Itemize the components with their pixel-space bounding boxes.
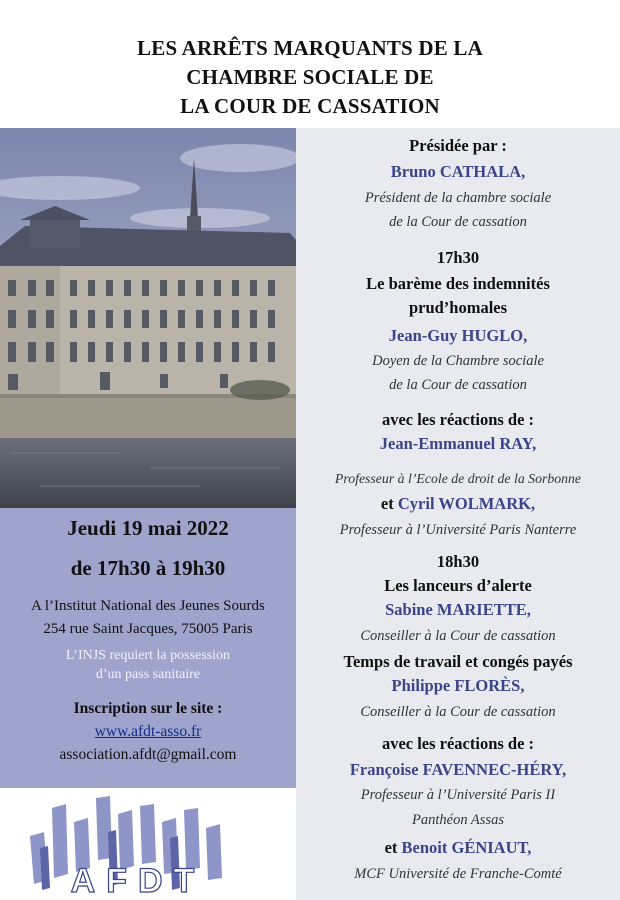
session2-reactor-2: Benoit GÉNIAUT, <box>401 838 532 857</box>
afdt-logo-text: AFDT <box>70 862 206 900</box>
signup-label: Inscription sur le site : <box>73 700 223 717</box>
building-photo <box>0 128 296 508</box>
session2-reactor-1: Françoise FAVENNEC-HÉRY, <box>349 760 567 779</box>
session1-reactions-label: avec les réactions de : <box>381 410 535 429</box>
poster-title <box>0 34 620 121</box>
program-panel <box>296 128 620 900</box>
title-line-1: LES ARRÊTS MARQUANTS DE LA <box>137 36 483 60</box>
session1-reactor-2: Cyril WOLMARK, <box>397 494 536 513</box>
and-label: et <box>384 838 398 857</box>
contact-email[interactable]: association.afdt@gmail.com <box>59 746 237 763</box>
presided-label: Présidée par : <box>409 136 507 155</box>
session1-time: 17h30 <box>436 248 480 267</box>
session1-speaker: Jean-Guy HUGLO, <box>388 326 528 345</box>
president-title-2: de la Cour de cassation <box>389 214 527 230</box>
pass-notice-line-1: L’INJS requiert la possession <box>66 648 230 663</box>
session2-time: 18h30 <box>436 552 480 571</box>
session1-topic-line-2: prud’homales <box>408 298 508 317</box>
session2-speaker-1-title: Conseiller à la Cour de cassation <box>360 628 556 644</box>
event-address: 254 rue Saint Jacques, 75005 Paris <box>43 621 253 637</box>
session1-reactor-1: Jean-Emmanuel RAY, <box>379 434 537 453</box>
title-line-2: CHAMBRE SOCIALE DE <box>186 65 434 89</box>
session2-reactor-1-title-1: Professeur à l’Université Paris II <box>360 787 556 803</box>
session1-reactor-1-title: Professeur à l’Ecole de droit de la Sorbonne <box>334 471 582 486</box>
session1-reactor-2-line <box>296 494 620 514</box>
event-info-panel <box>0 508 296 788</box>
session1-speaker-title-1: Doyen de la Chambre sociale <box>372 353 544 369</box>
website-link[interactable]: www.afdt-asso.fr <box>94 723 202 740</box>
session2-speaker-2-title: Conseiller à la Cour de cassation <box>360 704 556 720</box>
left-panel <box>0 128 296 900</box>
session2-speaker-1: Sabine MARIETTE, <box>385 600 531 619</box>
session2-topic-1: Les lanceurs d’alerte <box>384 576 532 595</box>
session1-speaker-title-2: de la Cour de cassation <box>389 377 527 393</box>
event-time: de 17h30 à 19h30 <box>70 556 226 580</box>
event-date: Jeudi 19 mai 2022 <box>67 516 229 540</box>
president-name: Bruno CATHALA, <box>390 162 526 181</box>
pass-notice-line-2: d’un pass sanitaire <box>95 667 201 682</box>
title-line-3: LA COUR DE CASSATION <box>180 94 440 118</box>
afdt-logo <box>0 788 296 900</box>
session1-reactor-2-title: Professeur à l’Université Paris Nanterre <box>339 522 577 538</box>
event-venue: A l’Institut National des Jeunes Sourds <box>31 598 265 614</box>
session2-reactions-label: avec les réactions de : <box>381 734 535 753</box>
session2-reactor-1-title-2: Panthéon Assas <box>412 812 504 828</box>
session2-topic-2: Temps de travail et congés payés <box>343 652 573 671</box>
session1-topic-line-1: Le barème des indemnités <box>366 274 550 293</box>
session2-reactor-2-line <box>296 838 620 858</box>
president-title-1: Président de la chambre sociale <box>364 190 552 206</box>
and-label: et <box>380 494 394 513</box>
session2-reactor-2-title: MCF Université de Franche-Comté <box>354 866 562 882</box>
session2-speaker-2: Philippe FLORÈS, <box>391 676 525 695</box>
